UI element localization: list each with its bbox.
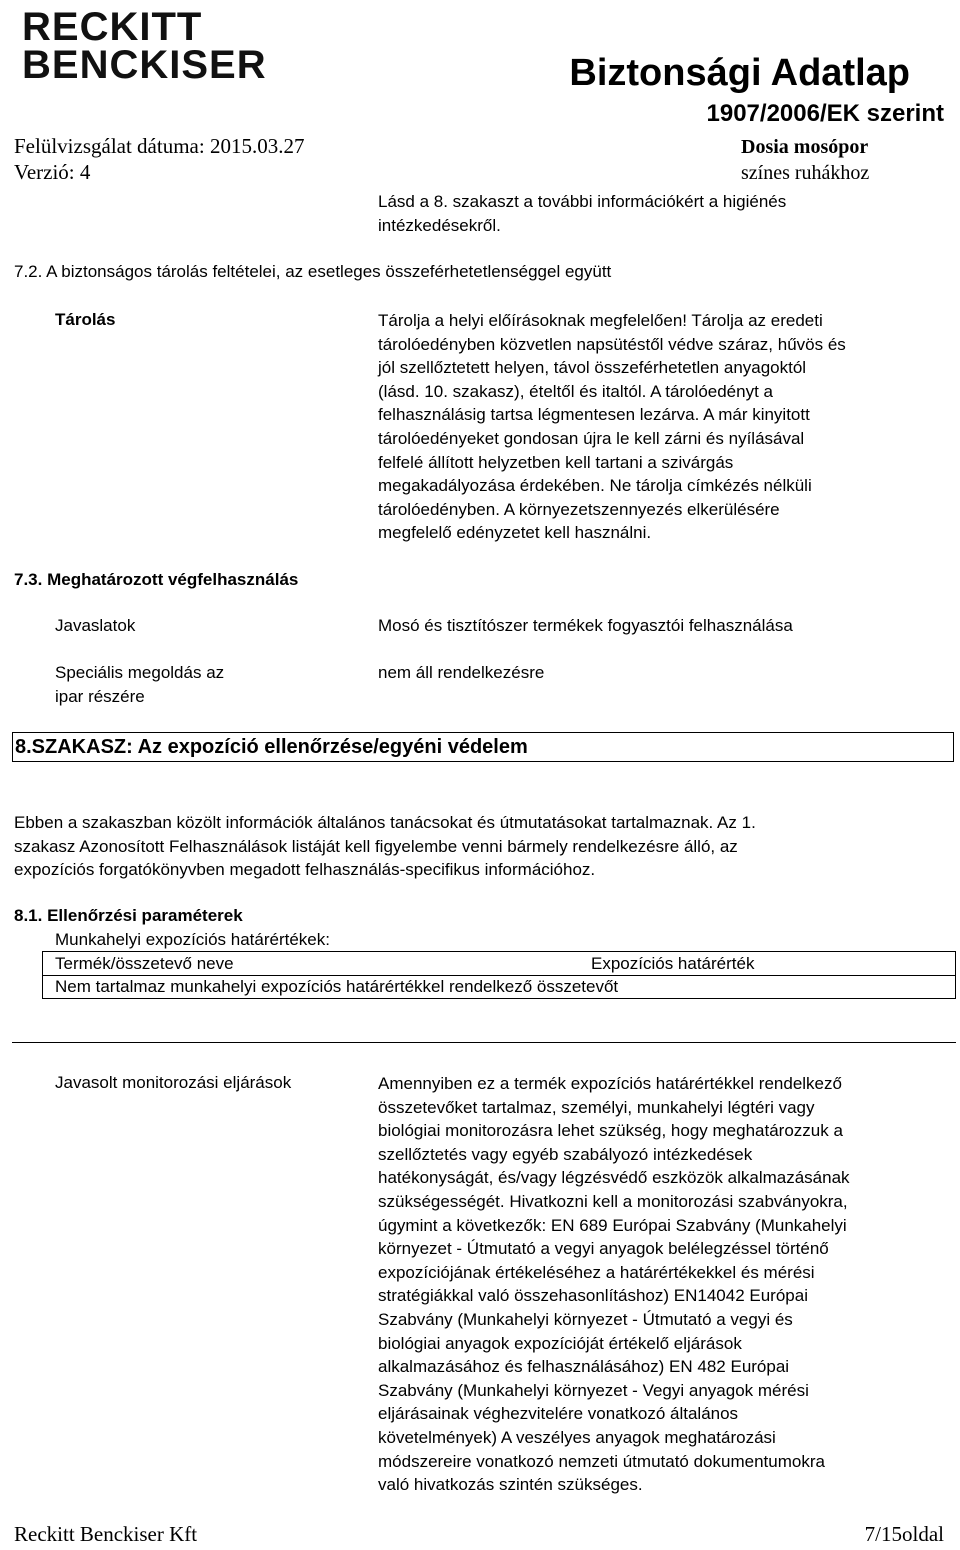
text-line: tárolóedényeket gondosan újra le kell zárni és nyílásával (378, 428, 805, 448)
text-line: Szabvány (Munkahelyi környezet - Útmutató a vegyi és (378, 1309, 793, 1329)
industry-label (55, 661, 224, 708)
text-line: módszereire vonatkozó nemzeti útmutató dokumentumokra (378, 1451, 825, 1471)
wel-table (42, 951, 956, 999)
logo-line-1: RECKITT (22, 5, 203, 49)
text-line: eljárásainak véghezvitelére vonatkozó általános (378, 1404, 739, 1424)
text-line: szükségességét. Hivatkozni kell a monitorozási szabványokra, (378, 1191, 848, 1211)
section-8-heading: 8.SZAKASZ: Az expozíció ellenőrzése/egyéni védelem (15, 736, 528, 758)
text-line: tárolóedényben közvetlen napsütéstől védve száraz, hűvös és (378, 334, 846, 354)
text-line: összetevőket tartalmaz, személyi, munkahelyi légtéri vagy (378, 1097, 815, 1117)
hygiene-note (378, 190, 786, 237)
recommendations-value: Mosó és tisztítószer termékek fogyasztói felhasználása (378, 616, 793, 635)
storage-text (378, 309, 846, 545)
product-variant: színes ruhákhoz (741, 162, 870, 184)
text-line: biológiai monitorozásra lehet szükség, hogy meghatározzuk a (378, 1121, 843, 1141)
text-line: expozíciójának értékeléséhez a határértékekkel és mérési (378, 1262, 815, 1282)
section-8-intro (14, 811, 756, 882)
text-line: környezet - Útmutató a vegyi anyagok belélegzéssel történő (378, 1239, 829, 1259)
company-logo (22, 5, 267, 88)
text-line: szakasz Azonosított Felhasználások listáját kell figyelembe venni bármely rendelkezésre álló, az (14, 836, 738, 856)
text-line: való hivatkozás szintén szükséges. (378, 1475, 643, 1495)
recommendations-label: Javaslatok (55, 616, 136, 635)
document-title: Biztonsági Adatlap (569, 52, 910, 94)
section-7-3-heading: 7.3. Meghatározott végfelhasználás (14, 570, 299, 589)
text-line: (lásd. 10. szakasz), ételtől és italtól. A tárolóedényt a (378, 381, 773, 401)
text-line: Lásd a 8. szakaszt a további információkért a higiénés (378, 192, 787, 211)
regulation-reference: 1907/2006/EK szerint (706, 100, 944, 127)
text-line: intézkedésekről. (378, 215, 501, 235)
section-7-2-heading: 7.2. A biztonságos tárolás feltételei, az esetleges összeférhetetlenséggel együtt (14, 262, 612, 281)
text-line: hatékonyságát, és/vagy légzésvédő eszközök alkalmazásának (378, 1168, 850, 1188)
text-line: Ebben a szakaszban közölt információk általános tanácsokat és útmutatásokat tartalmaznak. Az 1. (14, 813, 756, 832)
text-line: Szabvány (Munkahelyi környezet - Vegyi anyagok mérési (378, 1380, 809, 1400)
text-line: alkalmazásához és felhasználásához) EN 482 Európai (378, 1357, 790, 1377)
text-line: Amennyiben ez a termék expozíciós határértékkel rendelkező (378, 1074, 842, 1093)
footer-page-number: 7/15oldal (864, 1522, 944, 1546)
text-line: biológiai anyagok expozícióját értékelő eljárások (378, 1333, 742, 1353)
monitoring-label: Javasolt monitorozási eljárások (55, 1073, 292, 1092)
text-line: megakadályozása érdekében. Ne tárolja címkézés nélküli (378, 476, 812, 496)
storage-label: Tárolás (55, 310, 116, 329)
text-line: követelmények) A veszélyes anyagok meghatározási (378, 1427, 776, 1447)
revision-date: Felülvizsgálat dátuma: 2015.03.27 (14, 134, 305, 158)
wel-label: Munkahelyi expozíciós határértékek: (55, 930, 330, 949)
text-line: tárolóedényben. A környezetszennyezés elkerülésére (378, 499, 780, 519)
version: Verzió: 4 (14, 160, 91, 184)
table-divider (43, 975, 955, 976)
monitoring-text (378, 1072, 850, 1497)
footer-company: Reckitt Benckiser Kft (14, 1522, 198, 1546)
horizontal-rule (12, 1042, 956, 1043)
product-name: Dosia mosópor (741, 136, 869, 158)
text-line: felhasználásig tartsa légmentesen lezárva. A már kinyitott (378, 405, 810, 425)
section-8-1-heading: 8.1. Ellenőrzési paraméterek (14, 906, 243, 925)
industry-value: nem áll rendelkezésre (378, 663, 545, 682)
text-line: felfelé állított helyzetben kell tartani a szivárgás (378, 452, 734, 472)
text-line: szellőztetés vagy egyéb szabályozó intézkedések (378, 1144, 753, 1164)
logo-line-2: BENCKISER (22, 43, 267, 87)
text-line: jól szellőztetett helyen, távol összeférhetetlen anyagoktól (378, 358, 807, 378)
text-line: stratégiákkal való összehasonlításhoz) EN14042 Európai (378, 1286, 808, 1306)
text-line: expozíciós forgatókönyvben megadott felhasználás-specifikus információhoz. (14, 860, 596, 880)
text-line: ipar részére (55, 686, 145, 706)
table-row: Nem tartalmaz munkahelyi expozíciós határértékkel rendelkező összetevőt (55, 977, 619, 996)
section-8-header (12, 732, 954, 762)
table-header-limit: Expozíciós határérték (591, 954, 755, 973)
table-header-product: Termék/összetevő neve (55, 954, 234, 973)
text-line: megfelelő edényzetet kell használni. (378, 523, 652, 543)
text-line: Speciális megoldás az (55, 663, 225, 682)
text-line: úgymint a következők: EN 689 Európai Szabvány (Munkahelyi (378, 1215, 847, 1235)
text-line: Tárolja a helyi előírásoknak megfelelően! Tárolja az eredeti (378, 311, 823, 330)
